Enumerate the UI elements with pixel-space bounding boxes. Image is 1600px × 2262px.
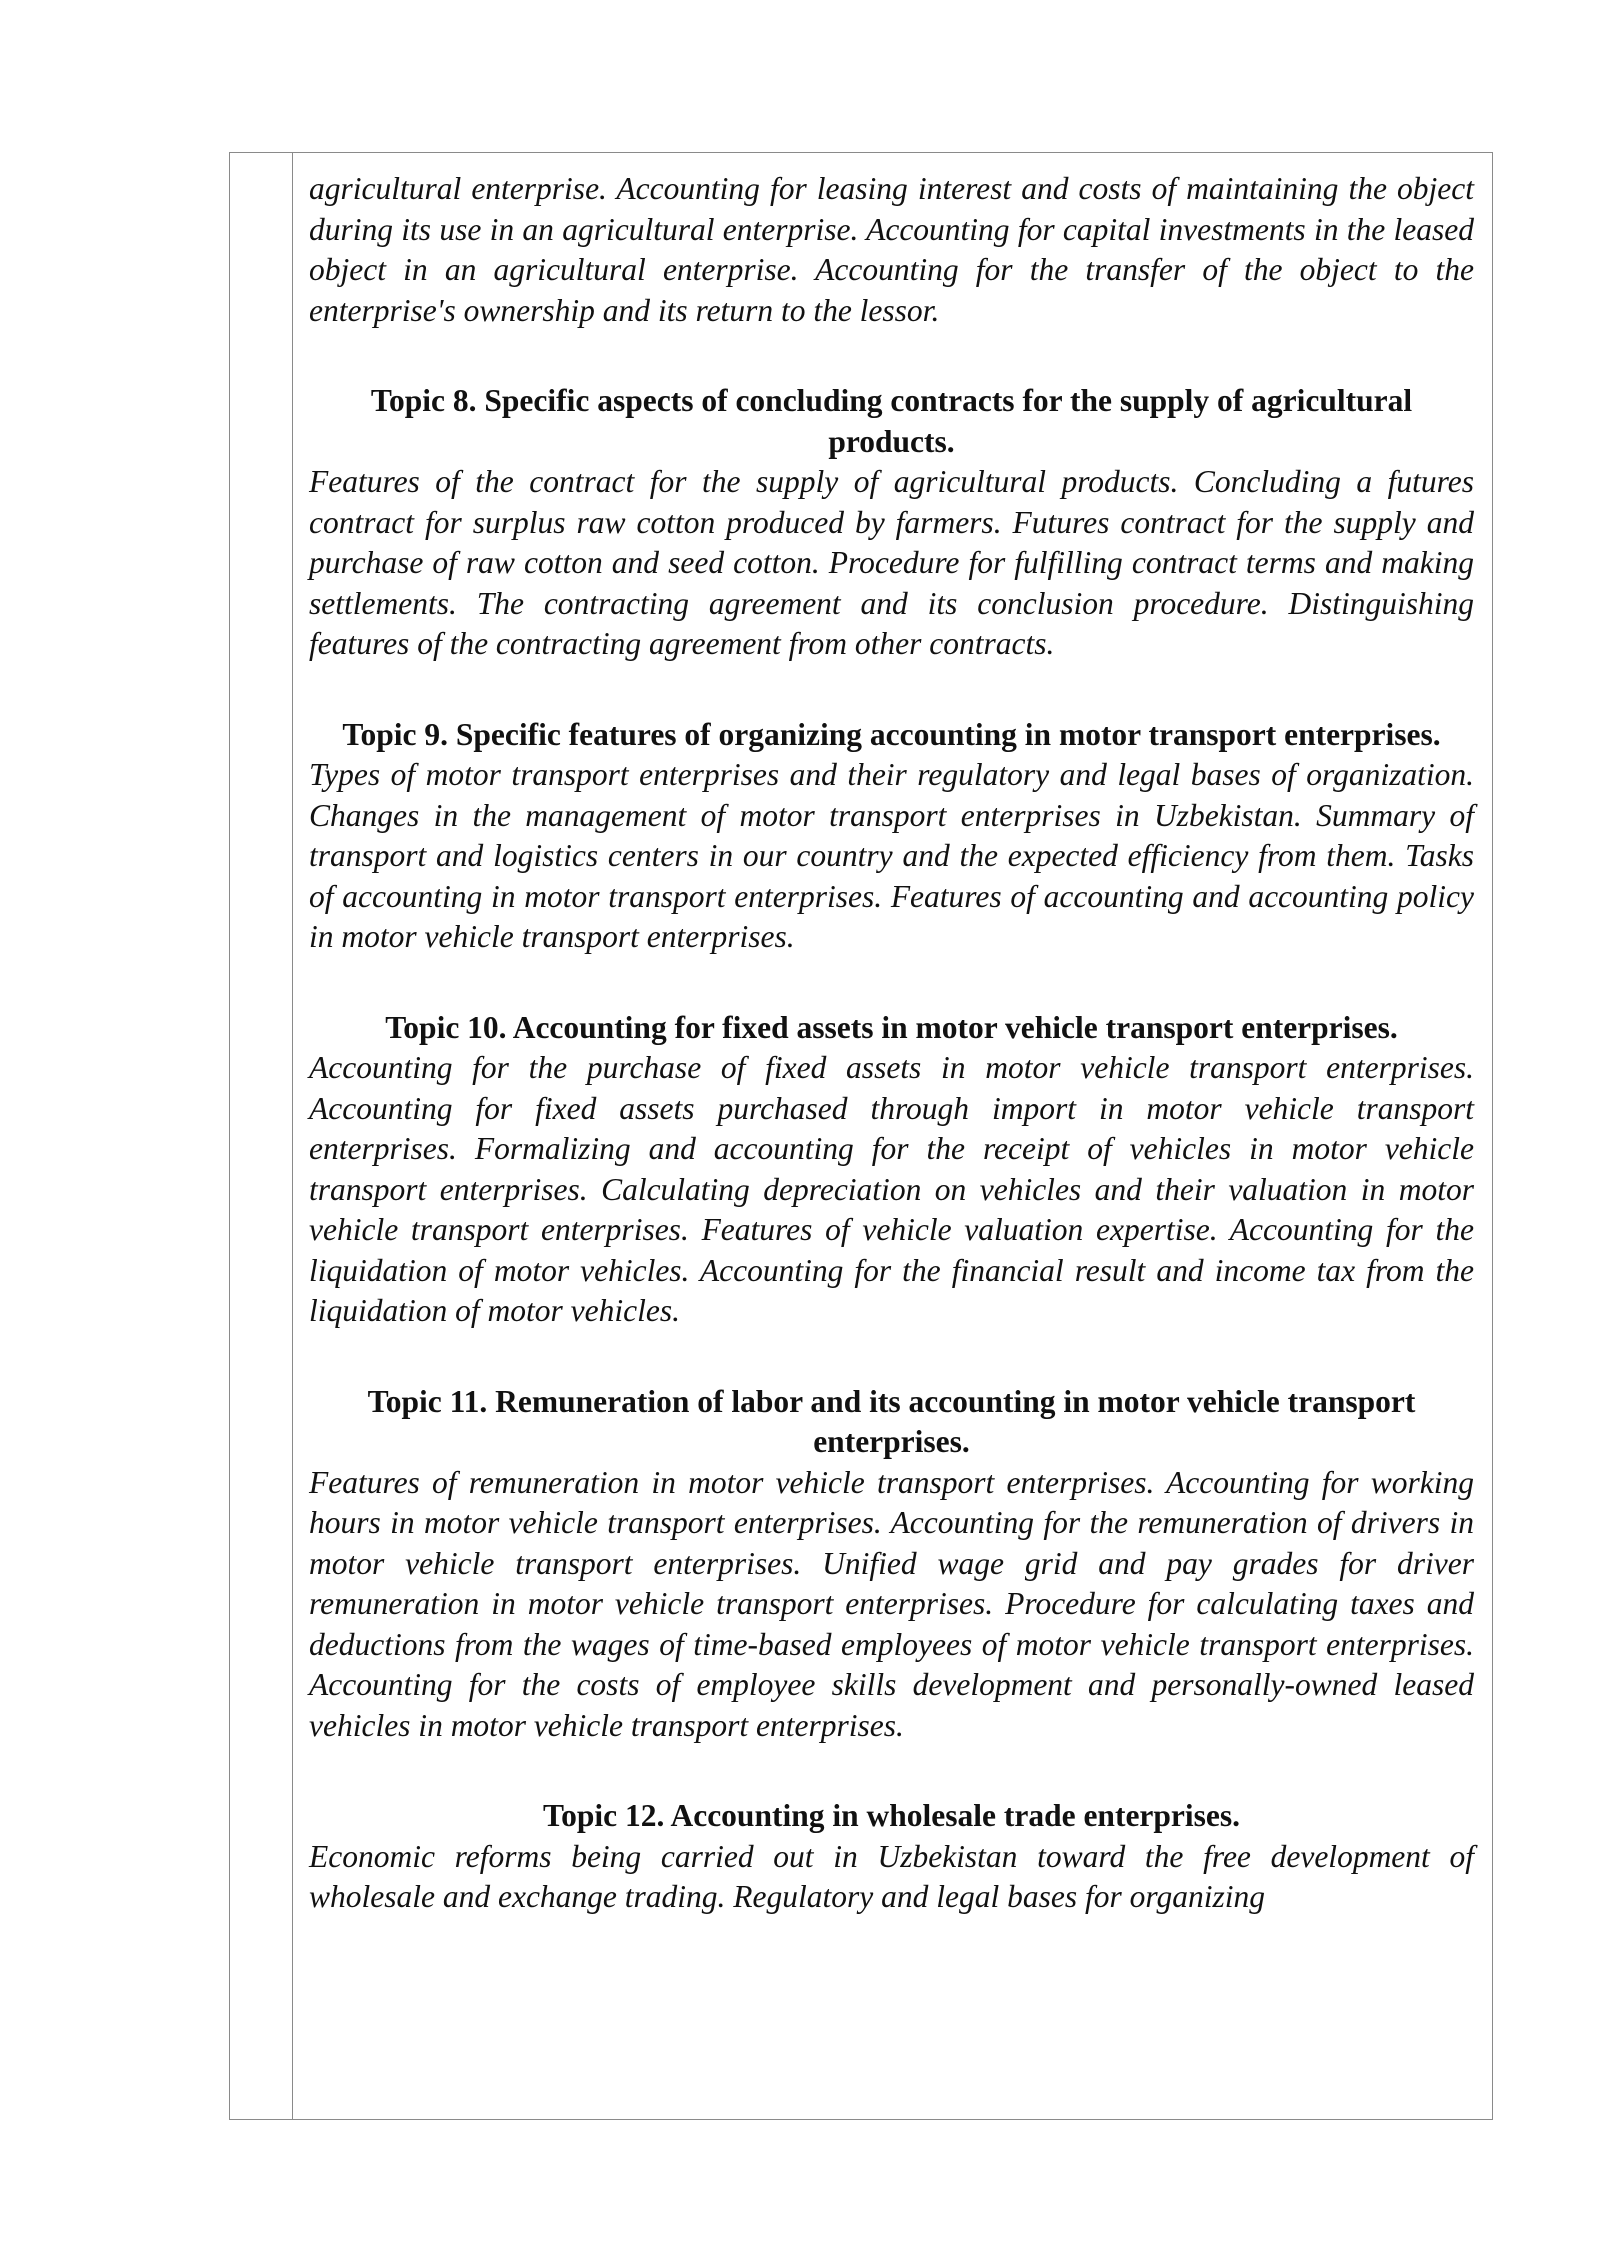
topic-heading: Topic 8. Specific aspects of concluding contracts for the supply of agricultural products. [370, 383, 1413, 459]
topic-body: Accounting for the purchase of fixed assets in motor vehicle transport enterprises. Accounting for fixed assets purchased through import in motor vehicle transport enterprises. Formalizing and accounting for the receipt of vehicles in motor vehicle transport enterprises. Calculating depreciation on vehicles and their valuation in motor vehicle transport enterprises. Features of vehicle valuation expertise. Accounting for the liquidation of motor vehicles. Accounting for the financial result and income tax from the liquidation of motor vehicles. [309, 1050, 1474, 1328]
syllabus-table [229, 152, 1493, 2120]
topic-8 [309, 381, 1474, 665]
topic-heading: Topic 11. Remuneration of labor and its accounting in motor vehicle transport enterprises. [367, 1383, 1416, 1459]
topic-body: Economic reforms being carried out in Uzbekistan toward the free development of wholesale and exchange trading. Regulatory and legal bases for organizing [309, 1838, 1474, 1914]
topic-heading: Topic 10. Accounting for fixed assets in motor vehicle transport enterprises. [385, 1009, 1398, 1045]
table-number-column [230, 153, 293, 2119]
topic-body: Features of the contract for the supply of agricultural products. Concluding a futures contract for surplus raw cotton produced by farmers. Futures contract for the supply and purchase of raw cotton and seed cotton. Procedure for fulfilling contract terms and making settlements. The contracting agreement and its conclusion procedure. Distinguishing features of the contracting agreement from other contracts. [309, 464, 1474, 661]
topic-body: Features of remuneration in motor vehicle transport enterprises. Accounting for working hours in motor vehicle transport enterprises. Accounting for the remuneration of drivers in motor vehicle transport enterprises. Unified wage grid and pay grades for driver remuneration in motor vehicle transport enterprises. Procedure for calculating taxes and deductions from the wages of time-based employees of motor vehicle transport enterprises. Accounting for the costs of employee skills development and personally-owned leased vehicles in motor vehicle transport enterprises. [309, 1464, 1474, 1743]
table-content-cell [309, 169, 1474, 1918]
topic-body: Types of motor transport enterprises and their regulatory and legal bases of organization. Changes in the management of motor transport enterprises in Uzbekistan. Summary of transport and logistics centers in our country and the expected efficiency from them. Tasks of accounting in motor transport enterprises. Features of accounting and accounting policy in motor vehicle transport enterprises. [309, 757, 1474, 954]
topic-heading: Topic 12. Accounting in wholesale trade enterprises. [542, 1798, 1241, 1833]
topic-11 [309, 1382, 1474, 1747]
topic-9 [309, 715, 1474, 958]
topic-12 [309, 1796, 1474, 1918]
topic-10 [309, 1008, 1474, 1332]
intro-paragraph: agricultural enterprise. Accounting for leasing interest and costs of maintaining the object during its use in an agricultural enterprise. Accounting for capital investments in the leased object in an agricultural enterprise. Accounting for the transfer of the object to the enterprise's ownership and its return to the lessor. [309, 171, 1474, 328]
topic-heading: Topic 9. Specific features of organizing accounting in motor transport enterprises. [342, 716, 1441, 752]
